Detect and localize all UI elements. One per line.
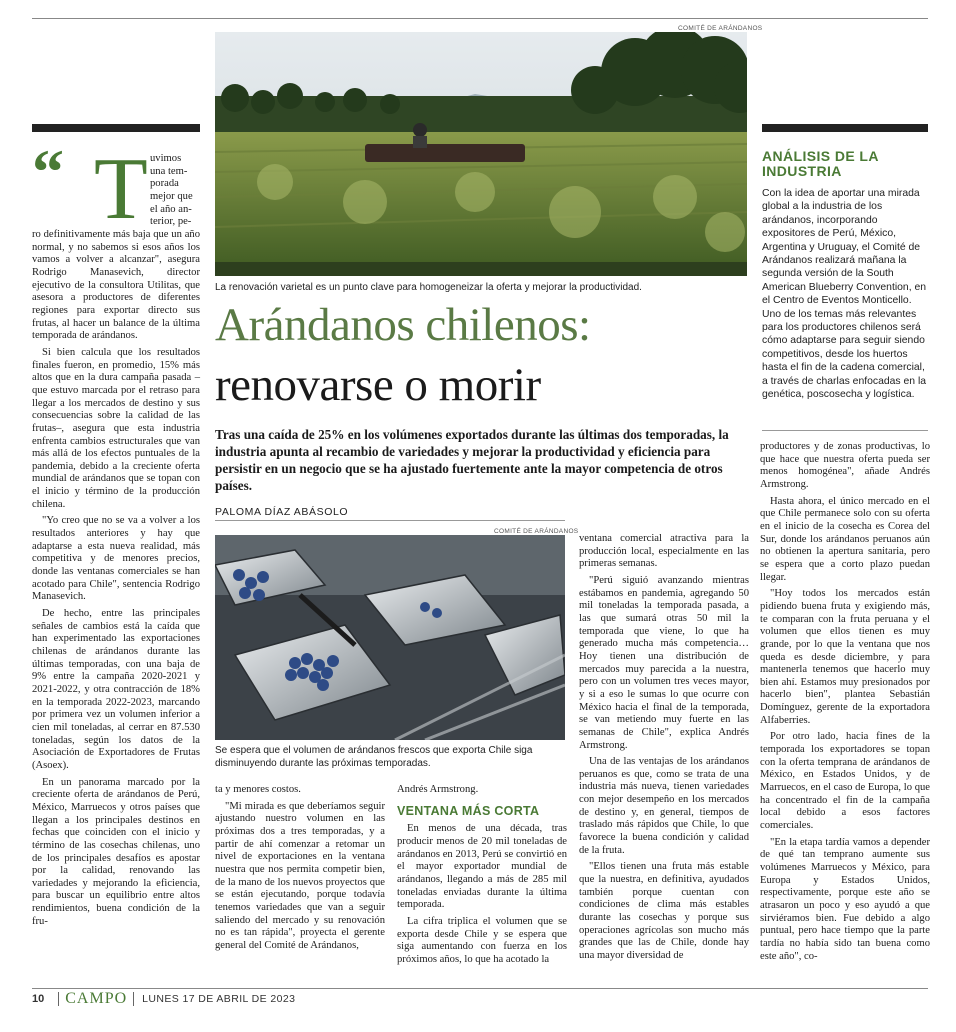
paragraph: "Ellos tienen una fruta más estable que la nuestra, en definitiva, ayudados también porque cuentan con condiciones de clima más estables durante las cosechas y porque sus operaciones agrícolas son mucho más grandes que las de Chile, donde hay una mayor diversidad de xyxy=(579,861,749,961)
column-2 xyxy=(215,784,385,957)
subhead: VENTANA MÁS CORTA xyxy=(397,803,540,818)
paragraph: En un panorama marcado por la creciente oferta de arándanos de Perú, México, Marruecos y otros países que llegan a los principales destinos en fechas que coinciden con el inicio y término de las cosechas chilenas, uno de los principales desafíos es apostar por la calidad, renovando las variedades y mejorando la eficiencia, para buscar un equilibrio entre altos rendimientos, buena condición de la fru- xyxy=(32,776,200,927)
column-4 xyxy=(579,533,749,967)
quote-mark-icon: “ xyxy=(32,136,64,207)
headline-line-2: renovarse o morir xyxy=(215,359,541,411)
paragraph: ro definitivamente más baja que un año normal, y no sabemos si esos años los vamos a volver a alcanzar", asegura Rodrigo Manasevich, director ejecutivo de la consultora Utilitas, que asesora a productores de diferentes regiones para exportar directo sus frutas, al hacer un balance de la última temporada de arándanos. xyxy=(32,229,200,342)
top-rule xyxy=(32,18,928,19)
paragraph: "Yo creo que no se va a volver a los resultados anteriores y hay que adaptarse a esta nueva realidad, más competitiva y de menores precios, donde las ventanas comerciales se han acotado para Chile", sentencia Rodrigo Manasevich. xyxy=(32,515,200,603)
paragraph: ta y menores costos. xyxy=(215,784,301,795)
paragraph: "Hoy todos los mercados están pidiendo buena fruta y exigiendo más, te comparan con la fruta peruana y el volumen que ellos tienen es muy grande, por lo que la ventana que nos queda es desde diciembre, y para mantenerla tenemos que hacerlo muy bien ahí. Estamos muy presionados por hacerlo bien", plantea Sebastián Domínguez, gerente de la exportadora Alfaberries. xyxy=(760,588,930,726)
paragraph: Andrés Armstrong. xyxy=(397,784,479,795)
sidebar-title: ANÁLISIS DE LA INDUSTRIA xyxy=(762,148,879,179)
lead-line: porada xyxy=(150,178,179,190)
column-1-bar xyxy=(32,124,200,132)
paragraph: "En la etapa tardía vamos a depender de qué tan temprano aumente sus volúmenes Marruecos y México, para Europa y Estados Unidos, respectivamente, porque este año se atrasaron un poco y eso ayudó a que sirviéramos bien. Fue debido a algo puntual, pero hace tiempo que la parte tardía no había sido tan buena como este año", co- xyxy=(760,836,930,962)
page-footer xyxy=(32,989,295,1009)
lead-line: mejor que xyxy=(150,190,193,202)
sidebar-body xyxy=(762,187,932,402)
byline-rule xyxy=(215,520,565,521)
footer-separator xyxy=(133,992,134,1006)
paragraph: "Mi mirada es que deberíamos seguir ajustando nuestro volumen en las próximas dos a tres temporadas, y a partir de ahí comenzar a retomar un nivel de exportaciones en la ventana nuestra que nos permita competir bien, de la mano de los nuevos proyectos que se están ejecutando, porque todavía tenemos variedades que van a seguir saliendo del mercado y su renovación no es tan rápida", proyecta el gerente general del Comité de Arándanos, xyxy=(215,800,385,951)
byline: PALOMA DÍAZ ABÁSOLO xyxy=(215,506,349,518)
sidebar-divider xyxy=(762,430,928,431)
sidebar-bar xyxy=(762,124,928,132)
paragraph: Una de las ventajas de los arándanos peruanos es que, como se trata de una industria más nueva, tienen variedades con mejor desempeño en los mercados de destino y, en general, tiempos de traslado más rápidos que Chile, lo que favorece la buena condición y calidad de la fruta. xyxy=(579,756,749,856)
sidebar-paragraph: Uno de los temas más relevantes para los productores chilenos será cómo adaptarse para seguir siendo competitivos, desde los huertos hasta el fin de la cadena comercial, a través de charlas enfocadas en la genética, poscosecha y logística. xyxy=(762,308,927,401)
mid-photo-credit: COMITÉ DE ARÁNDANOS xyxy=(494,528,579,535)
top-photo-credit: COMITÉ DE ARÁNDANOS xyxy=(678,25,763,32)
lead-line: uvimos xyxy=(150,153,182,164)
paragraph: "Perú siguió avanzando mientras estábamos en pandemia, agregando 50 mil toneladas la temporada pasada, a las que sumará otras 50 mil la temporada que viene, lo que ha generado mucha más competencia… Hoy tienen una distribución de mercados muy parecida a la nuestra, pero con un volumen tres veces mayor, y si a eso le sumas lo que ocurre con México hacia el final de la temporada, se van metiendo muy fuerte en las semanas de Chile", explica Andrés Armstrong. xyxy=(579,574,749,751)
column-1-lead xyxy=(150,153,200,229)
top-photo-caption: La renovación varietal es un punto clave para homogeneizar la oferta y mejorar la productividad. xyxy=(215,282,642,293)
headline-line-1: Arándanos chilenos: xyxy=(215,299,591,351)
sorting-machine-photo xyxy=(215,535,565,740)
issue-date: LUNES 17 DE ABRIL DE 2023 xyxy=(142,993,296,1005)
column-1 xyxy=(32,229,200,932)
paragraph: Si bien calcula que los resultados finales fueron, en promedio, 15% más altos que en la dura campaña pasada –que estuvo marcada por el retraso para llegar a los mercados de destino y sus consecuencias sobre la calidad de las frutas–, asegura que esta industria enfrenta cambios estructurales que van más allá de los efectos puntuales de la pandemia, debido a la creciente oferta mundial de arándanos que se topan con el inicio y término de la producción chilena. xyxy=(32,346,200,510)
paragraph: En menos de una década, tras producir menos de 20 mil toneladas de arándanos en 2013, Perú se convirtió en el mayor exportador mundial de arándanos, llegando a más de 285 mil toneladas enviadas durante la última temporada. xyxy=(397,823,567,911)
lead-line: terior, pe- xyxy=(150,216,192,228)
section-name: CAMPO xyxy=(65,990,128,1007)
sidebar-paragraph: Con la idea de aportar una mirada global a la industria de los arándanos, incorporando expositores de Perú, México, Argentina y Uruguay, el Comité de Arándanos realizará mañana la segunda versión de la South American Blueberry Convention, en el Centro de Eventos Monticello. xyxy=(762,188,927,307)
paragraph: La cifra triplica el volumen que se exporta desde Chile y se espera que siga aumentando con fuerza en los próximos años, lo que ha acotado la xyxy=(397,915,567,965)
paragraph: ventana comercial atractiva para la producción local, especialmente en las primeras semanas. xyxy=(579,533,749,570)
article-deck: Tras una caída de 25% en los volúmenes exportados durante las últimas dos temporadas, la industria apunta al recambio de variedades y mejorar la productividad y eficiencia para persistir en un negocio que se ha ajustado fuertemente ante la mayor competencia de otros países. xyxy=(215,427,729,493)
lead-line: el año an- xyxy=(150,203,192,215)
footer-separator xyxy=(58,992,59,1006)
mid-photo-caption: Se espera que el volumen de arándanos frescos que exporta Chile siga disminuyendo durante las próximas temporadas. xyxy=(215,745,533,769)
page-number: 10 xyxy=(32,993,45,1005)
paragraph: Hasta ahora, el único mercado en el que Chile permanece solo con su oferta en el inicio de la cosecha es Corea del Sur, donde los arándanos peruanos aún no obtienen la apertura sanitaria, pero se espera que a corto plazo puedan llegar. xyxy=(760,495,930,583)
paragraph: productores y de zonas productivas, lo que hace que nuestra oferta pueda ser menos homogénea", añade Andrés Armstrong. xyxy=(760,441,930,490)
dropcap: T xyxy=(94,141,148,238)
paragraph: Por otro lado, hacia fines de la temporada los exportadores se topan con la oferta temprana de arándanos de México, en Estados Unidos, y de Marruecos, en el caso de Europa, lo que ha concentrado el fin de la campaña local debido a esos factores comerciales. xyxy=(760,731,930,832)
lead-line: una tem- xyxy=(150,165,188,177)
column-5 xyxy=(760,441,930,967)
column-3 xyxy=(397,784,567,971)
blueberry-field-photo xyxy=(215,32,747,276)
paragraph: De hecho, entre las principales señales de cambios está la caída que han experimentado las exportaciones chilenas de arándanos durante las últimas temporadas, con una baja de 9% entre la campaña 2020-2021 y 2021-2022, y otra contracción de 18% en la temporada 2022-2023, marcando por primera vez un volumen inferior a cien mil toneladas, al cerrar en 87.530 toneladas, según los datos de la Asociación de Exportadores de Frutas (Asoex). xyxy=(32,608,200,771)
